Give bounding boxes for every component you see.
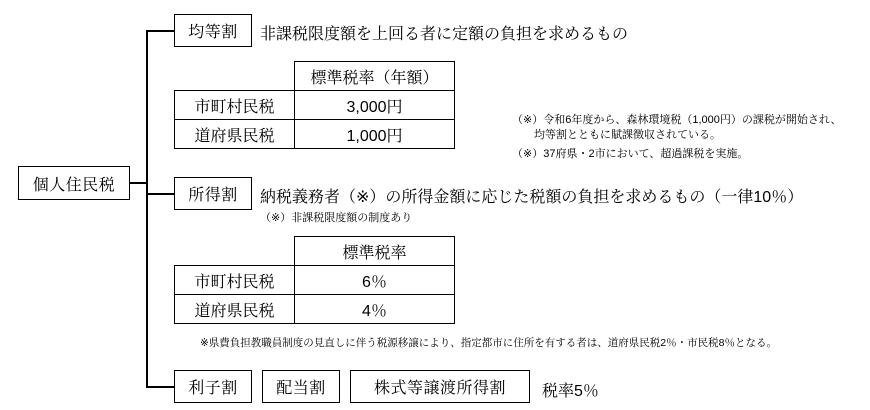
table-row	[175, 91, 455, 120]
branch-rishiwari-box	[174, 370, 252, 403]
branch-1-connector-line	[146, 30, 174, 32]
table-row	[175, 295, 455, 324]
branch-2-connector-line	[146, 193, 174, 195]
table-cell-prefectural-label: 道府県民税	[175, 295, 295, 324]
kintouwari-note-line-1: （※）令和6年度から、森林環境税（1,000円）の課税が開始され、	[512, 114, 842, 126]
table-header-rate-cell: 標準税率	[295, 237, 455, 266]
branch-3-connector-line	[146, 386, 174, 388]
table-header-blank-cell	[175, 62, 295, 91]
root-node-box	[18, 166, 130, 200]
table-row	[175, 237, 455, 266]
kintouwari-note-line-3: （※）37府県・2市において、超過課税を実施。	[512, 148, 749, 160]
table-cell-prefectural-value: 4％	[295, 295, 455, 324]
table-cell-municipal-value: 6％	[295, 266, 455, 295]
table-header-blank-cell	[175, 237, 295, 266]
table-row	[175, 266, 455, 295]
table-header-rate-cell: 標準税率（年額）	[295, 62, 455, 91]
branch-shotokuwari-label: 所得割	[188, 187, 238, 204]
table-cell-municipal-label: 市町村民税	[175, 266, 295, 295]
table-cell-municipal-value: 3,000円	[295, 91, 455, 120]
root-to-trunk-line	[130, 182, 148, 184]
branch-rate-text: 税率5％	[542, 383, 599, 400]
table-cell-municipal-label: 市町村民税	[175, 91, 295, 120]
root-node-label: 個人住民税	[32, 176, 116, 194]
shotokuwari-rate-table	[174, 236, 455, 324]
branch-shotokuwari-box	[174, 177, 252, 210]
table-row	[175, 120, 455, 149]
branch-kabushiki-box	[350, 370, 530, 403]
branch-shotokuwari-subnote: （※）非課税限度額の制度あり	[260, 212, 413, 224]
branch-kintouwari-description: 非課税限度額を上回る者に定額の負担を求めるもの	[260, 26, 629, 43]
table-row	[175, 62, 455, 91]
table-cell-prefectural-value: 1,000円	[295, 120, 455, 149]
branch-rishiwari-label: 利子割	[188, 380, 238, 397]
branch-kintouwari-label: 均等割	[188, 24, 238, 41]
shotokuwari-footnote: ※県費負担教職員制度の見直しに伴う税源移譲により、指定都市に住所を有する者は、道府県民税2％・市民税8％となる。	[200, 337, 777, 349]
kintouwari-note-line-2: 均等割とともに賦課徴収されている。	[512, 129, 721, 141]
branch-kintouwari-box	[174, 14, 252, 47]
branch-kabushiki-label: 株式等譲渡所得割	[373, 380, 506, 397]
branch-haitouwari-label: 配当割	[276, 380, 326, 397]
trunk-vertical-line	[146, 30, 148, 387]
branch-shotokuwari-description: 納税義務者（※）の所得金額に応じた税額の負担を求めるもの（一律10％）	[260, 189, 804, 206]
kintouwari-rate-table	[174, 61, 455, 149]
branch-haitouwari-box	[262, 370, 340, 403]
table-cell-prefectural-label: 道府県民税	[175, 120, 295, 149]
